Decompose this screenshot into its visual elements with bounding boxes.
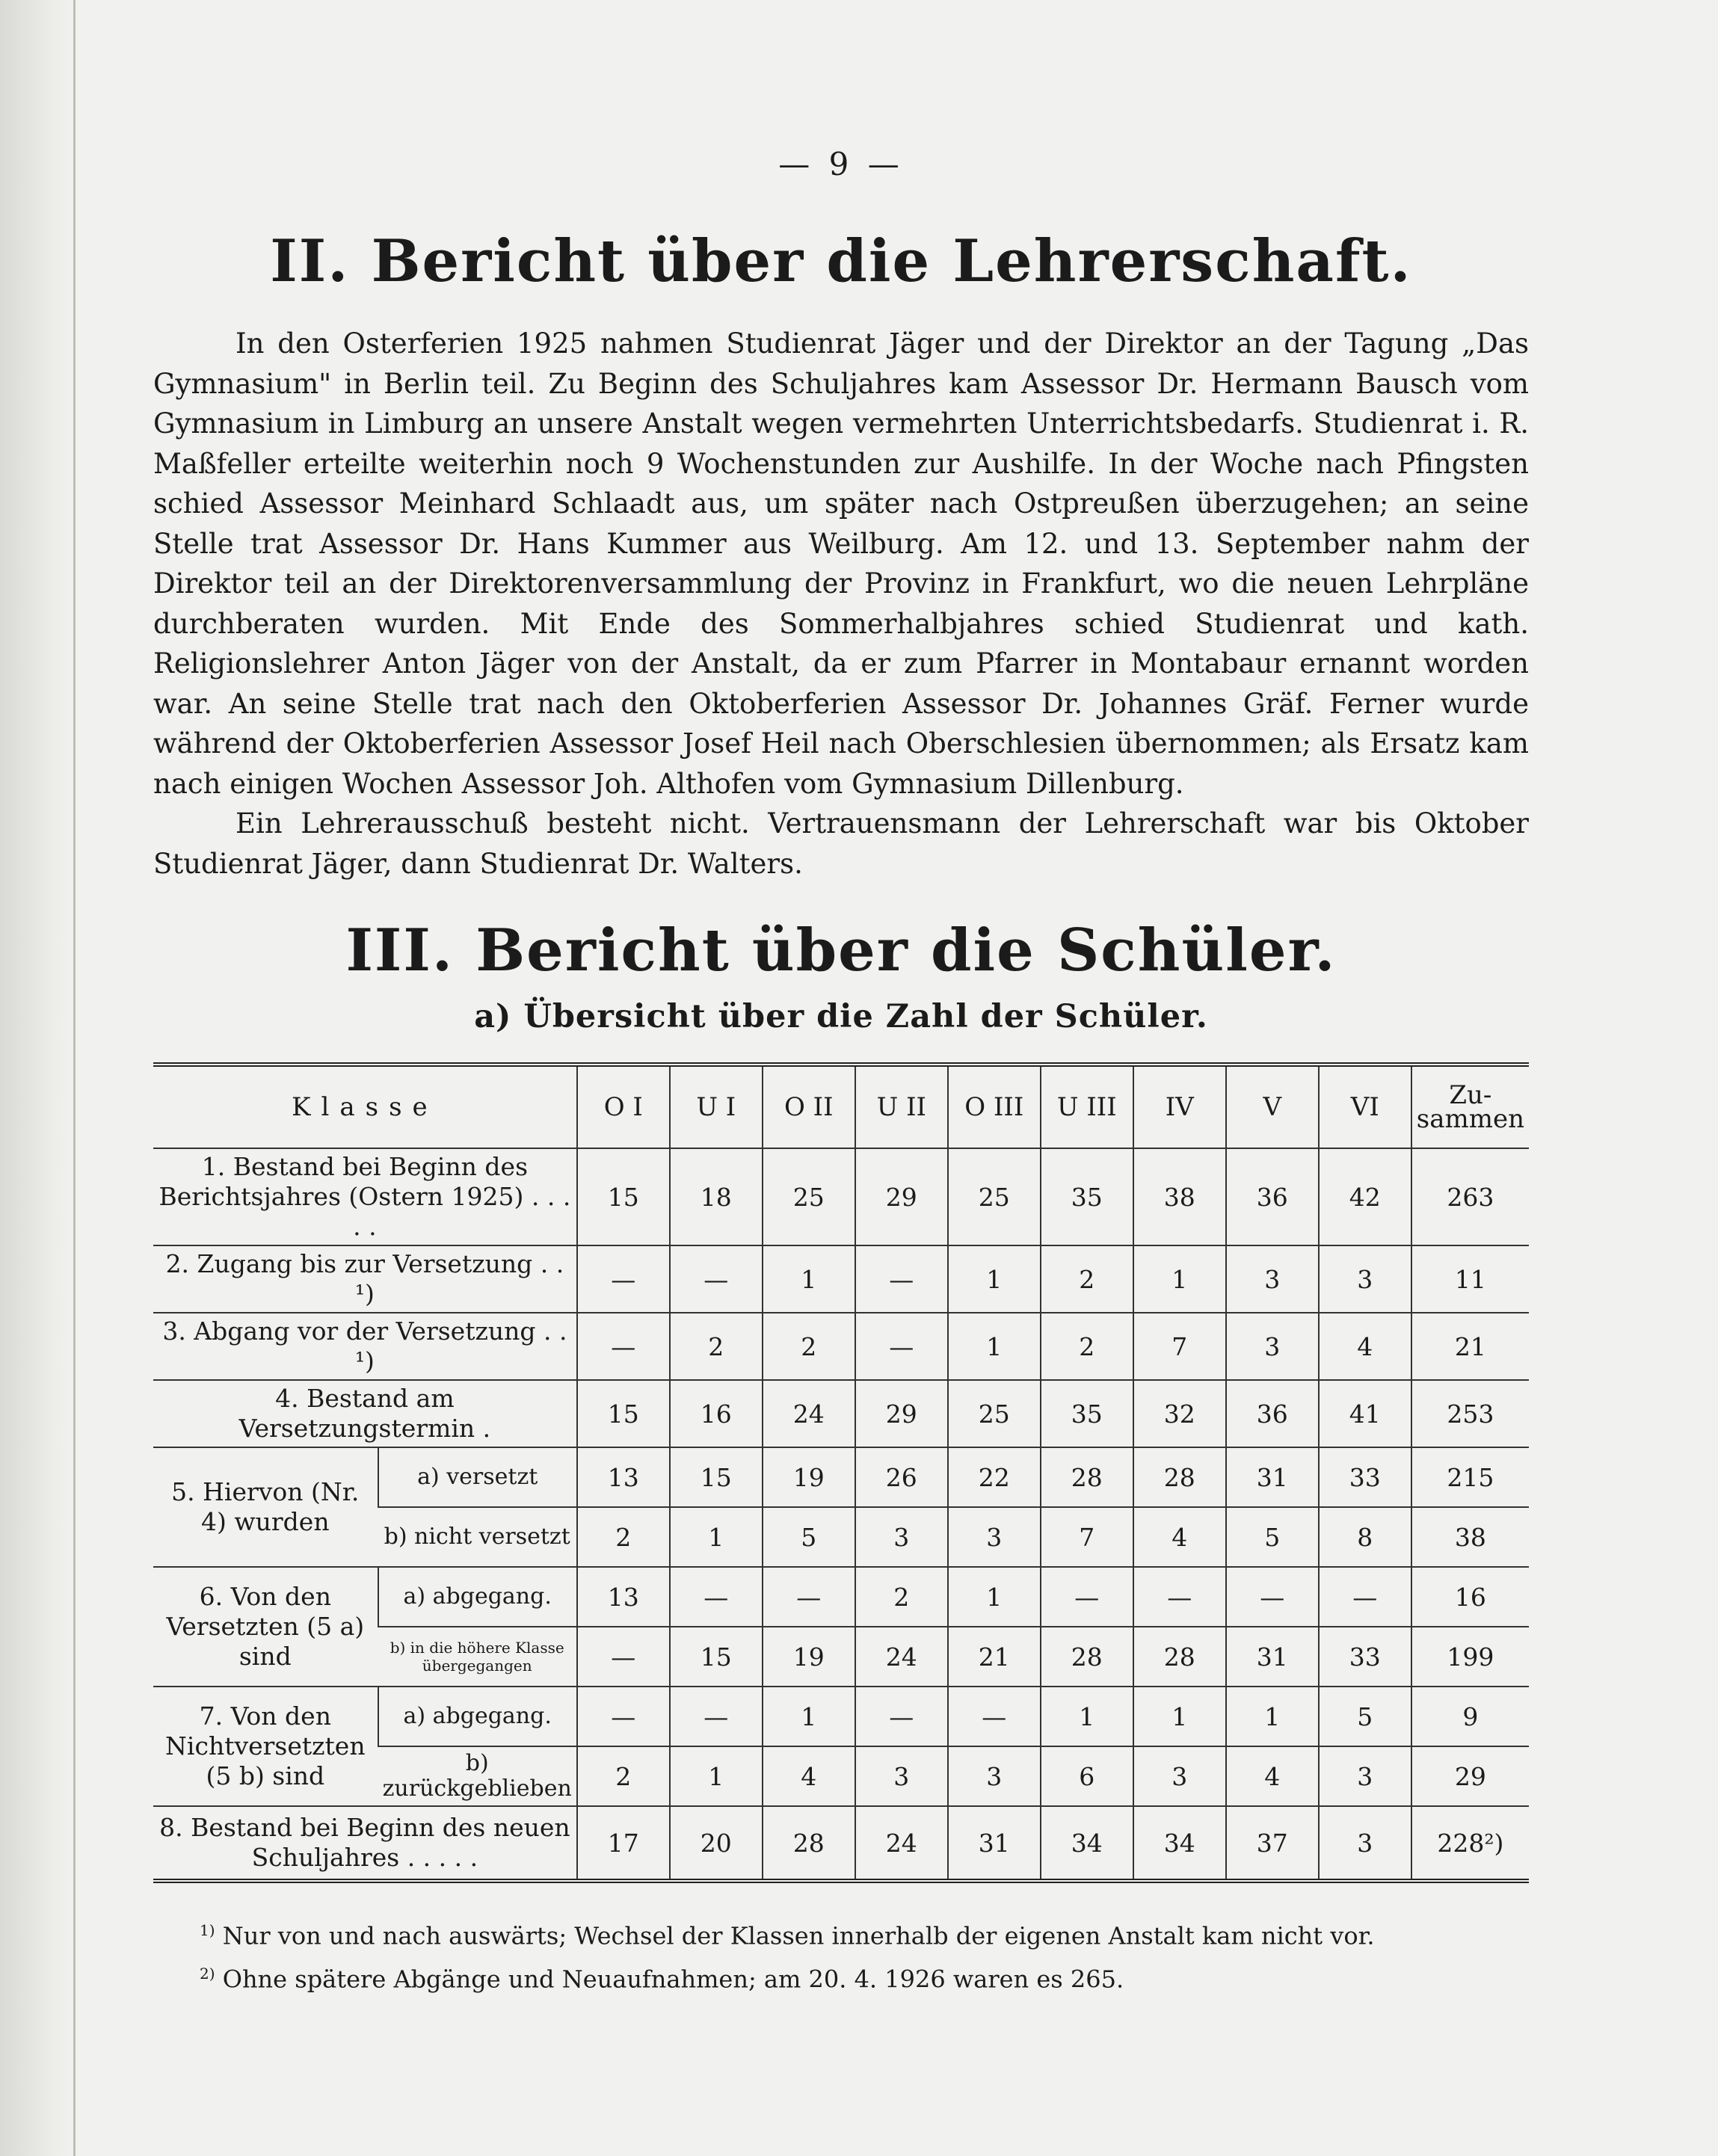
cell: 24 [763,1380,855,1447]
footnote-1 [200,1912,1529,1955]
row-label: 1. Bestand bei Beginn des Berichtsjahres (Ostern 1925) . . . . . [153,1148,577,1245]
table-row [153,1245,1529,1313]
cell: 34 [1041,1806,1133,1881]
cell: 3 [1133,1746,1226,1806]
cell: 13 [577,1447,670,1507]
cell: — [577,1687,670,1746]
table-subtitle: a) Übersicht über die Zahl der Schüler. [474,998,1208,1035]
cell: 1 [1041,1687,1133,1746]
cell: — [670,1245,763,1313]
table-row [153,1687,1529,1746]
cell-total: 215 [1411,1447,1529,1507]
footnote-text: Nur von und nach auswärts; Wechsel der Klassen innerhalb der eigenen Anstalt kam nicht vor. [222,1921,1375,1950]
cell: 33 [1319,1447,1411,1507]
footnotes [153,1912,1529,1998]
cell: 37 [1226,1806,1319,1881]
table-row [153,1148,1529,1245]
cell: 18 [670,1148,763,1245]
cell: 6 [1041,1746,1133,1806]
cell: 31 [948,1806,1041,1881]
sub-label: b) zurückgeblieben [378,1746,577,1806]
cell: 1 [763,1245,855,1313]
cell: 19 [763,1447,855,1507]
cell: 7 [1133,1313,1226,1380]
sub-label: a) abgegang. [378,1687,577,1746]
cell: — [577,1627,670,1687]
cell: — [670,1687,763,1746]
cell-total: 29 [1411,1746,1529,1806]
cell: 26 [855,1447,948,1507]
cell: 15 [670,1447,763,1507]
cell: 3 [948,1507,1041,1567]
cell: 34 [1133,1806,1226,1881]
cell: — [1226,1567,1319,1627]
cell: 2 [577,1507,670,1567]
header-col: VI [1319,1065,1411,1148]
cell: 25 [948,1148,1041,1245]
group-6-label: 6. Von den Versetzten (5 a) sind [153,1567,378,1687]
cell: 1 [670,1507,763,1567]
group-5-label: 5. Hiervon (Nr. 4) wurden [153,1447,378,1567]
header-col: O I [577,1065,670,1148]
sub-label: a) versetzt [378,1447,577,1507]
sub-label: b) in die höhere Klasse übergegangen [378,1627,577,1687]
cell: — [670,1567,763,1627]
cell: 15 [577,1380,670,1447]
cell: 2 [763,1313,855,1380]
cell: 31 [1226,1447,1319,1507]
cell: 28 [1041,1627,1133,1687]
footnote-2 [200,1955,1529,1998]
cell-total: 253 [1411,1380,1529,1447]
cell: 24 [855,1627,948,1687]
cell: 1 [948,1567,1041,1627]
footnote-text: Ohne spätere Abgänge und Neuaufnahmen; am 20. 4. 1926 waren es 265. [222,1965,1124,1994]
cell: 28 [763,1806,855,1881]
cell: 1 [670,1746,763,1806]
cell: 3 [1319,1245,1411,1313]
cell: 19 [763,1627,855,1687]
cell: 15 [670,1627,763,1687]
header-total: Zu- sammen [1411,1065,1529,1148]
cell: 1 [1133,1245,1226,1313]
cell: 3 [1319,1746,1411,1806]
cell: 28 [1133,1627,1226,1687]
cell: — [855,1313,948,1380]
table-row [153,1380,1529,1447]
cell: 2 [670,1313,763,1380]
cell: 35 [1041,1380,1133,1447]
cell: 36 [1226,1148,1319,1245]
cell: 3 [855,1746,948,1806]
cell: 4 [1226,1746,1319,1806]
footnote-mark: 1) [200,1921,215,1939]
table-row [153,1806,1529,1881]
cell: 7 [1041,1507,1133,1567]
table-row [153,1447,1529,1507]
row-label: 3. Abgang vor der Versetzung . . ¹) [153,1313,577,1380]
cell: 32 [1133,1380,1226,1447]
section-2-paragraph-1: In den Osterferien 1925 nahmen Studienrat Jäger und der Direktor an der Tagung „Das Gymnasium" in Berlin teil. Zu Beginn des Schuljahres kam Assessor Dr. Hermann Bausch vom Gymnasium in Limburg an unsere Anstalt wegen vermehrten Unterrichtsbedarfs. Studienrat i. R. Maßfeller erteilte weiterhin noch 9 Wochenstunden zur Aushilfe. In der Woche nach Pfingsten schied Assessor Meinhard Schlaadt aus, um später nach Ostpreußen überzugehen; an seine Stelle trat Assessor Dr. Hans Kummer aus Weilburg. Am 12. und 13. September nahm der Direktor teil an der Direktorenversammlung der Provinz in Frankfurt, wo die neuen Lehrpläne durchberaten wurden. Mit Ende des Sommerhalbjahres schied Studienrat und kath. Religionslehrer Anton Jäger von der Anstalt, da er zum Pfarrer in Montabaur ernannt worden war. An seine Stelle trat nach den Oktoberferien Assessor Dr. Johannes Gräf. Ferner wurde während der Oktoberferien Assessor Josef Heil nach Oberschlesien übernommen; als Ersatz kam nach einigen Wochen Assessor Joh. Althofen vom Gymnasium Dillenburg. [153,327,1529,800]
cell: — [1041,1567,1133,1627]
cell: 38 [1133,1148,1226,1245]
cell: 4 [763,1746,855,1806]
footnote-mark: 2) [200,1964,215,1983]
cell: 24 [855,1806,948,1881]
cell: 5 [1226,1507,1319,1567]
cell: 29 [855,1148,948,1245]
cell: 1 [1226,1687,1319,1746]
cell: 3 [1226,1313,1319,1380]
header-col: IV [1133,1065,1226,1148]
cell: 1 [1133,1687,1226,1746]
cell: 13 [577,1567,670,1627]
cell: 2 [1041,1245,1133,1313]
cell: — [763,1567,855,1627]
row-label: 2. Zugang bis zur Versetzung . . ¹) [153,1245,577,1313]
cell: 28 [1041,1447,1133,1507]
header-col: U III [1041,1065,1133,1148]
cell: 5 [1319,1687,1411,1746]
header-col: V [1226,1065,1319,1148]
cell: 15 [577,1148,670,1245]
cell: — [855,1687,948,1746]
row-label: 8. Bestand bei Beginn des neuen Schuljahres . . . . . [153,1806,577,1881]
section-2-title: II. Bericht über die Lehrerschaft. [270,227,1412,295]
cell: 1 [948,1313,1041,1380]
cell-total: 11 [1411,1245,1529,1313]
table-row [153,1313,1529,1380]
cell-total: 228²) [1411,1806,1529,1881]
sub-label: a) abgegang. [378,1567,577,1627]
cell-total: 9 [1411,1687,1529,1746]
cell: — [855,1245,948,1313]
cell-total: 21 [1411,1313,1529,1380]
cell: 4 [1319,1313,1411,1380]
table-row [153,1567,1529,1627]
cell: 29 [855,1380,948,1447]
cell: 17 [577,1806,670,1881]
cell: — [948,1687,1041,1746]
cell-total: 16 [1411,1567,1529,1627]
row-label: 4. Bestand am Versetzungstermin . [153,1380,577,1447]
section-3-title: III. Bericht über die Schüler. [345,917,1337,985]
cell: — [1319,1567,1411,1627]
cell: 1 [763,1687,855,1746]
cell: 5 [763,1507,855,1567]
cell: 20 [670,1806,763,1881]
sub-label: b) nicht versetzt [378,1507,577,1567]
header-klasse: Klasse [153,1065,577,1148]
document-page [153,146,1529,1998]
cell-total: 199 [1411,1627,1529,1687]
cell: 1 [948,1245,1041,1313]
cell: 31 [1226,1627,1319,1687]
cell: 41 [1319,1380,1411,1447]
cell: 25 [763,1148,855,1245]
cell: 25 [948,1380,1041,1447]
cell: — [577,1313,670,1380]
cell-total: 38 [1411,1507,1529,1567]
cell: 33 [1319,1627,1411,1687]
cell: 3 [1319,1806,1411,1881]
cell: 4 [1133,1507,1226,1567]
cell: 2 [855,1567,948,1627]
cell: — [577,1245,670,1313]
cell: 21 [948,1627,1041,1687]
student-count-table [153,1062,1529,1883]
cell: 3 [948,1746,1041,1806]
cell: — [1133,1567,1226,1627]
cell: 35 [1041,1148,1133,1245]
group-7-label: 7. Von den Nichtversetzten (5 b) sind [153,1687,378,1806]
section-2-paragraph-2: Ein Lehrerausschuß besteht nicht. Vertrauensmann der Lehrerschaft war bis Oktober Studienrat Jäger, dann Studienrat Dr. Walters. [153,807,1529,880]
header-col: O II [763,1065,855,1148]
cell: 36 [1226,1380,1319,1447]
cell: 28 [1133,1447,1226,1507]
table-header-row [153,1065,1529,1148]
header-col: U I [670,1065,763,1148]
cell: 8 [1319,1507,1411,1567]
cell: 2 [1041,1313,1133,1380]
cell-total: 263 [1411,1148,1529,1245]
cell: 16 [670,1380,763,1447]
cell: 2 [577,1746,670,1806]
cell: 22 [948,1447,1041,1507]
cell: 3 [855,1507,948,1567]
page-number: — 9 — [778,146,904,182]
header-col: O III [948,1065,1041,1148]
cell: 3 [1226,1245,1319,1313]
cell: 42 [1319,1148,1411,1245]
page-binding-edge [0,0,76,2156]
header-col: U II [855,1065,948,1148]
